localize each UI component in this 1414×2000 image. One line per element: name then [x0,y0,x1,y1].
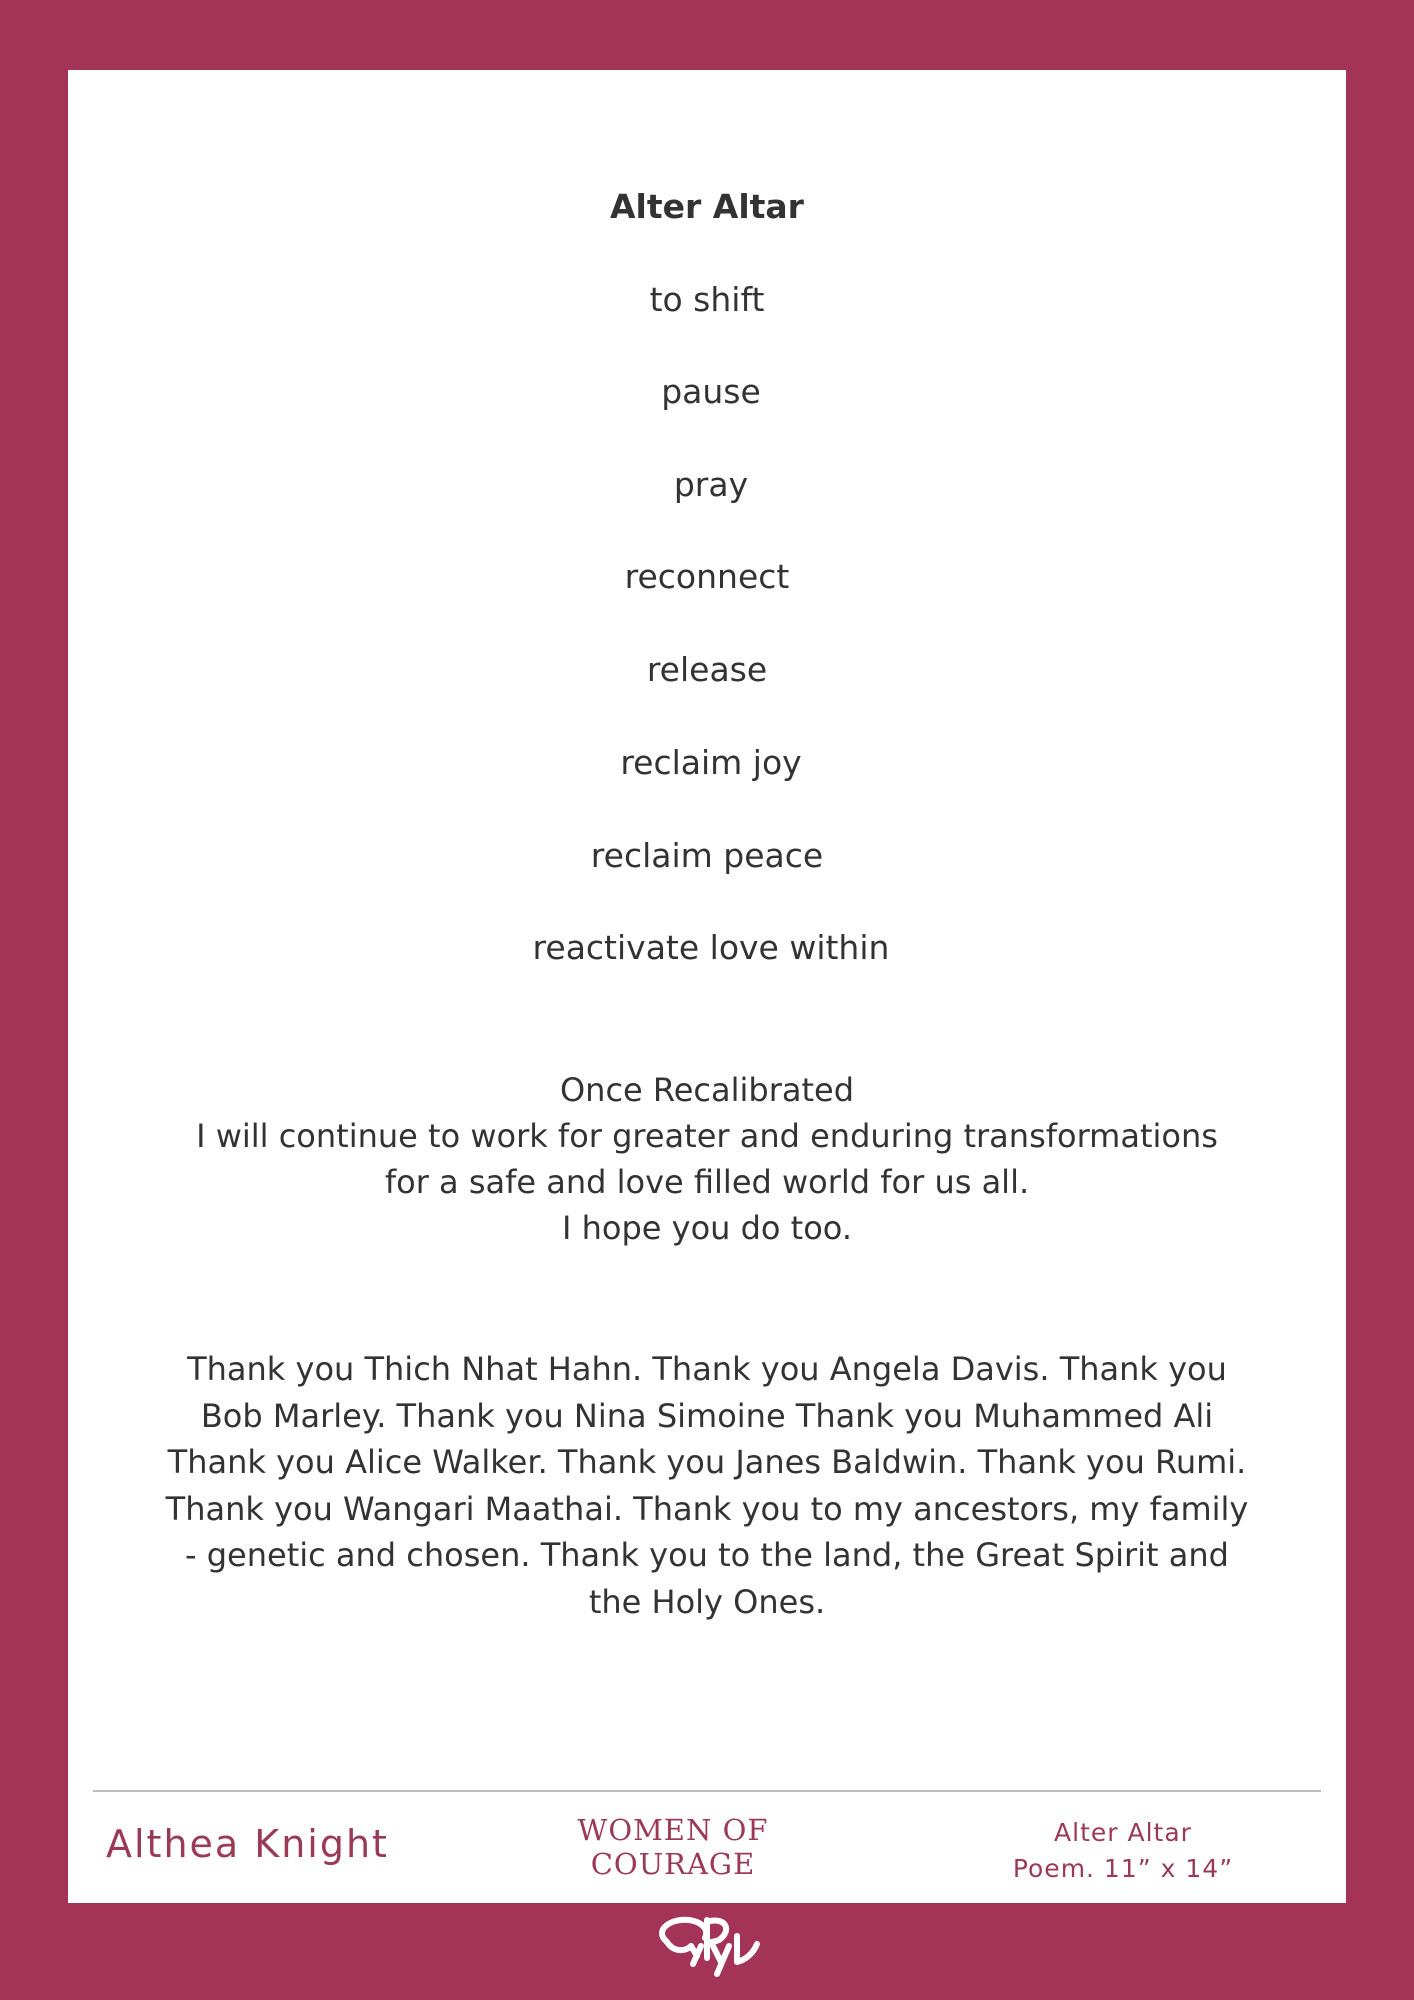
poem-line-reactivate-love: reactivate love within [532,928,890,967]
poem-line-reclaim-joy: reclaim joy [620,743,802,782]
piece-details [973,1815,1273,1887]
signature-logo-icon [645,1912,769,1990]
stanza-line: Once Recalibrated [559,1071,854,1109]
author-name: Althea Knight [106,1822,389,1866]
brand-line: COURAGE [590,1847,756,1881]
footer-divider [93,1790,1321,1792]
collection-brand [538,1813,808,1881]
poem-line-pray: pray [673,465,749,504]
poem-line-pause: pause [661,372,761,411]
acknowledgements-paragraph: Thank you Thich Nhat Hahn. Thank you Angela Davis. Thank you Bob Marley. Thank you Nina Simoine Thank you Muhammed Ali Thank you Alice Walker. Thank you Janes Baldwin. Thank you Rumi. Thank you Wangari Maathai. Thank you to my ancestors, my family - genetic and chosen. Thank you to the land, the Great Spirit and the Holy Ones. [165,1350,1249,1621]
poem-line-release: release [646,650,768,689]
brand-line: WOMEN OF [577,1813,769,1847]
piece-info: Poem. 11” x 14” [1012,1854,1234,1883]
poem-line-shift: to shift [649,280,765,319]
stanza-line: I will continue to work for greater and enduring transformations [196,1117,1218,1155]
poster-paper [68,70,1346,1903]
stanza-line: I hope you do too. [562,1209,852,1247]
poem-line-reconnect: reconnect [624,557,790,596]
poem-title: Alter Altar [610,187,804,226]
poem-line-reclaim-peace: reclaim peace [590,836,824,875]
stanza-line: for a safe and love filled world for us all. [384,1163,1030,1201]
closing-stanza [168,1067,1246,1251]
piece-title: Alter Altar [1054,1818,1192,1847]
